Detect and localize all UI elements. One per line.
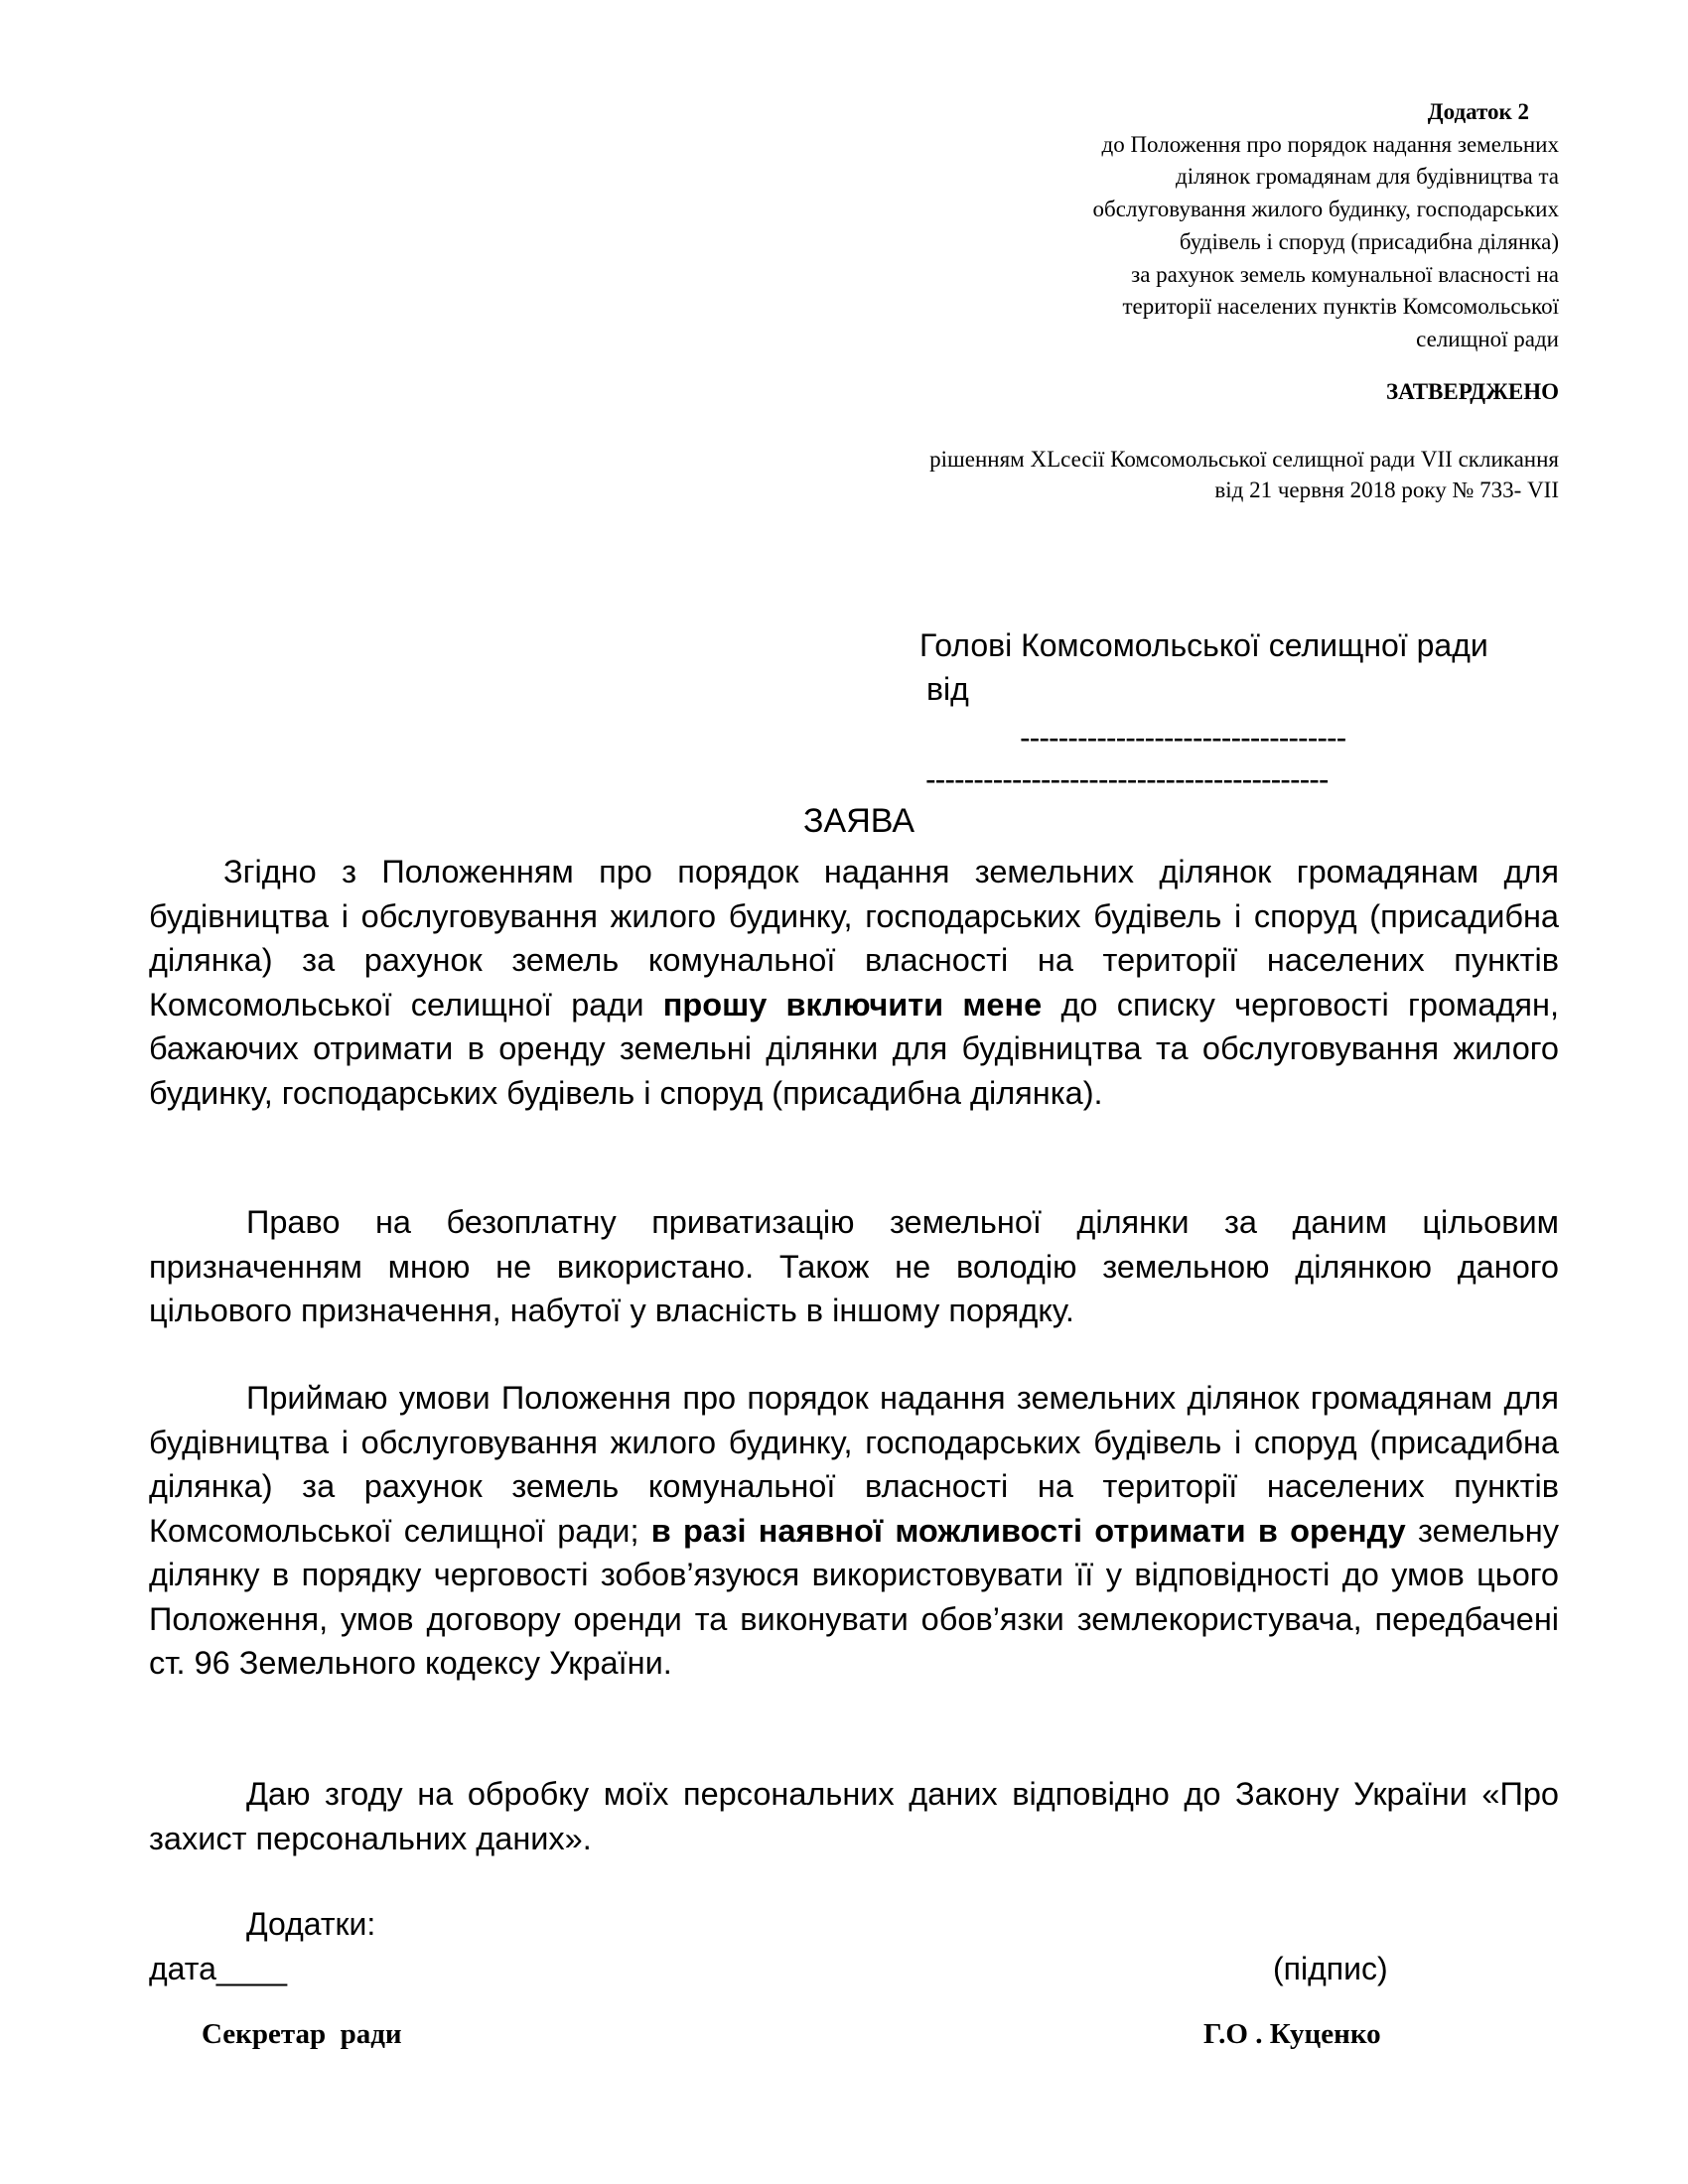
decision-line-1: рішенням XLсесії Комсомольської селищної ради VII скликання: [929, 447, 1559, 472]
secretary-label: Секретар ради: [202, 2018, 402, 2050]
paragraph-request: [149, 850, 1559, 1115]
paragraph-conditions: [149, 1376, 1559, 1686]
paragraph-text: Згідно з Положенням про порядок надання земельних ділянок громадянам для будівництва і обслуговування жилого будинку, господарських будівель і споруд (присадибна ділянка) за рахунок земель комунальної власності на території населених пунктів Комсомольської селищної ради: [149, 854, 1559, 1023]
paragraph-consent: Даю згоду на обробку моїх персональних даних відповідно до Закону України «Про захист персональних даних».: [149, 1776, 1559, 1856]
decision-line-2: від 21 червня 2018 року № 733- VII: [1214, 478, 1559, 502]
addressee-to: Голові Комсомольської селищної ради: [919, 627, 1488, 663]
applicant-address-blank: ------------------------------------------: [925, 761, 1329, 797]
date-field: дата____: [149, 1951, 288, 1986]
annex-line: селищної ради: [1416, 326, 1559, 351]
approval-decision: [665, 444, 1559, 505]
paragraph-text: Приймаю умови Положення про порядок надання земельних ділянок громадянам для будівництва і обслуговування жилого будинку, господарських будівель і споруд (присадибна ділянка) за рахунок земель комунальної власності на території населених пунктів Комсомольської селищної ради;: [149, 1380, 1559, 1549]
paragraph-bold-text: в разі наявної можливості отримати в оренду: [650, 1512, 1406, 1549]
secretary-name: Г.О . Куценко: [1203, 2018, 1381, 2050]
annex-line: будівель і споруд (присадибна ділянка): [1179, 228, 1559, 254]
annex-line: ділянок громадянам для будівництва та: [1176, 164, 1559, 190]
annex-line: за рахунок земель комунальної власності на: [1131, 261, 1559, 287]
annex-line: обслуговування жилого будинку, господарських: [1092, 197, 1559, 222]
annex-title: Додаток 2: [1427, 99, 1529, 124]
annex-line: до Положення про порядок надання земельних: [1101, 131, 1559, 157]
document-title: ЗАЯВА: [803, 802, 914, 840]
applicant-name-blank: ----------------------------------: [1020, 720, 1346, 755]
signature-field: (підпис): [1273, 1951, 1388, 1986]
paragraph-text: до списку черговості громадян, бажаючих отримати в оренду земельні ділянки для будівництва та обслуговування жилого будинку, господарських будівель і споруд (присадибна ділянка).: [149, 986, 1559, 1111]
paragraph-bold-text: прошу включити мене: [662, 986, 1043, 1023]
addressee-from: від: [926, 671, 969, 707]
paragraph-privatization: Право на безоплатну приватизацію земельної ділянки за даним цільовим призначенням мною не використано. Також не володію земельною ділянкою даного цільового призначення, набутої у власність в іншому порядку.: [149, 1204, 1559, 1328]
attachments-label: Додатки:: [246, 1906, 376, 1942]
annex-line: території населених пунктів Комсомольської: [1122, 294, 1559, 320]
annex-block: [864, 96, 1559, 356]
approval-label: ЗАТВЕРДЖЕНО: [1385, 379, 1559, 404]
paragraph-text: земельну ділянку в порядку черговості зобов’язуюся використовувати її у відповідності до умов цього Положення, умов договору оренди та виконувати обов’язки землекористувача, передбачені ст. 96 Земельного кодексу України.: [149, 1512, 1559, 1681]
addressee-block: [919, 623, 1488, 711]
